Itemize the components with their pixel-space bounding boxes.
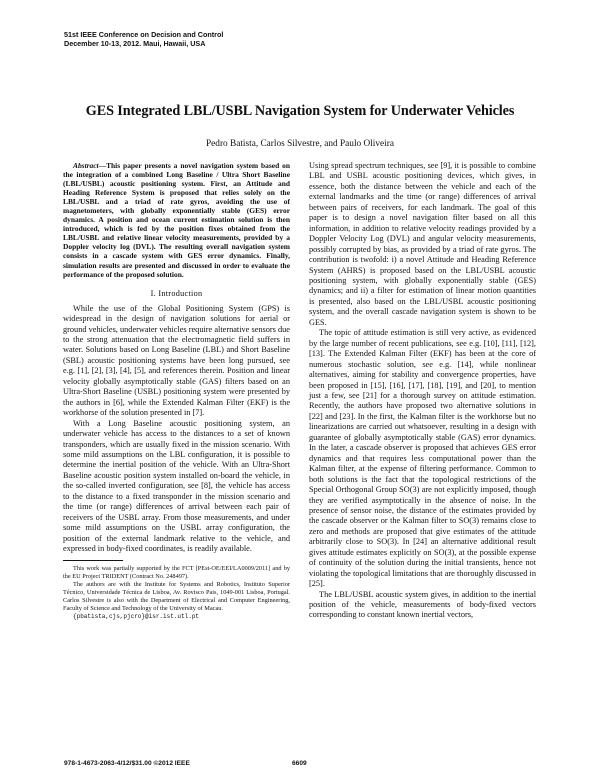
page-number: 6609 bbox=[292, 760, 307, 767]
body-paragraph: Using spread spectrum techniques, see [9], it is possible to combine LBL and USBL acoustic positioning devices, which gives, in essence, both the distance between the vehicle and each of the external landmarks and the time (or range) differences of arrival between pairs of receivers, for each landmark. The goal of this paper is to design a novel navigation filter based on all this information, in addition to relative velocity readings provided by a Doppler Velocity Log (DVL) and angular velocity measurements, possibly corrupted by bias, as provided by a triad of rate gyros. The contribution is twofold: i) a novel Attitude and Heading Reference System (AHRS) is proposed based on the LBL/USBL acoustic positioning system, with globally exponentially stable (GES) dynamics; and ii) a filter for estimation of linear motion quantities is presented, also based on the LBL/USBL acoustic positioning system, and the overall cascade navigation system is shown to be GES. bbox=[309, 161, 536, 327]
left-column bbox=[63, 161, 290, 620]
body-paragraph: The LBL/USBL acoustic system gives, in addition to the inertial position of the vehicle, measurements of body-fixed vectors corresponding to constant known inertial vectors, bbox=[309, 589, 536, 620]
author-list: Pedro Batista, Carlos Silvestre, and Paulo Oliveira bbox=[206, 139, 394, 149]
section-heading: I. Introduction bbox=[150, 288, 203, 298]
conference-name: 51st IEEE Conference on Decision and Control bbox=[64, 30, 224, 39]
affiliation-footnote: The authors are with the Institute for Systems and Robotics, Instituto Superior Técnico, Universidade Técnica de Lisboa, Av. Rovisco Pais, 1049-001 Lisboa, Portugal. Carlos Silvestre is also with the Department of Electrical and Computer Engineering, Faculty of Science and Technology of the University of Macau. bbox=[63, 581, 290, 612]
email-footnote: {pbatista,cjs,pjcro}@isr.ist.utl.pt bbox=[73, 612, 200, 620]
body-paragraph: The topic of attitude estimation is still very active, as evidenced by the large number of recent publications, see e.g. [10], [11], [12], [13]. The Extended Kalman Filter (EKF) has been at the core of numerous stochastic solution, see e.g. [14], while nonlinear alternatives, aiming for stability and convergence properties, have been proposed in [15], [16], [17], [18], [19], and [20], to mention just a few, see [21] for a thorough survey on attitude estimation. Recently, the authors have proposed two alternative solutions in [22] and [23]. In the first, the Kalman filter is the workhorse but no linearizations are carried out whatsoever, resulting in a design with guarantee of globally asymptotically stable (GAS) error dynamics. In the later, a cascade observer is proposed that achieves GES error dynamics and that requires less computational power than the Kalman filter, at the expense of filtering performance. Common to both solutions is the fact that the topological restrictions of the Special Orthogonal Group SO(3) are not explicitly imposed, though they are verified asymptotically in the absence of noise. In the presence of sensor noise, the distance of the estimates provided by the cascade observer or the Kalman filter to SO(3) remains close to zero and methods are proposed that give estimates of the attitude arbitrarily close to SO(3). In [24] an alternative additional result gives attitude estimates explicitly on SO(3), at the possible expense of continuity of the solution during the initial transients, hence not violating the topological limitations that are thoroughly discussed in [25]. bbox=[309, 328, 536, 589]
funding-footnote: This work was partially supported by the FCT [PEst-OE/EEI/LA0009/2011] and by the EU Project TRIDENT (Contract No. 248497). bbox=[63, 565, 290, 581]
footnote-divider bbox=[63, 560, 123, 561]
abstract bbox=[63, 161, 290, 279]
conference-header bbox=[64, 30, 223, 48]
conference-date: December 10-13, 2012. Maui, Hawaii, USA bbox=[64, 39, 206, 48]
intro-paragraph: While the use of the Global Positioning System (GPS) is widespread in the design of navigation solutions for aerial or ground vehicles, underwater vehicles require alternative sensors due to the strong attenuation that the electromagnetic field suffers in water. Solutions based on Long Baseline (LBL) and Short Baseline (SBL) acoustic positioning systems have been long pursued, see e.g. [1], [2], [3], [4], [5], and references therein. Position and linear velocity globally asymptotically stable (GAS) filters based on an Ultra-Short Baseline (USBL) positioning system were presented by the authors in [6], while the Extended Kalman Filter (EKF) is the workhorse of the solution presented in [7]. bbox=[63, 303, 290, 418]
right-column bbox=[309, 161, 536, 621]
paper-title: GES Integrated LBL/USBL Navigation System for Underwater Vehicles bbox=[85, 103, 515, 119]
intro-paragraph: With a Long Baseline acoustic positioning system, an underwater vehicle has access to the distances to a set of known transponders, which are usually fixed in the mission scenario. With some mild assumptions on the LBL configuration, it is possible to determine the inertial position of the vehicle. With an Ultra-Short Baseline acoustic position system installed on-board the vehicle, in the so-called inverted configuration, see [8], the vehicle has access to the distance to a fixed transponder in the mission scenario and the time (or range) differences of arrival between each pair of receivers of the USBL array. From those measurements, and under some mild assumptions on the USBL array configuration, the position of the external landmark relative to the vehicle, and expressed in body-fixed coordinates, is readily available. bbox=[63, 418, 290, 554]
isbn-footer: 978-1-4673-2063-4/12/$31.00 ©2012 IEEE bbox=[64, 760, 190, 767]
abstract-text: —This paper presents a novel navigation system based on the integration of a combined Long Baseline / Ultra Short Baseline (LBL/USBL) acoustic positioning system. First, an Attitude and Heading Reference System is proposed that relies solely on the LBL/USBL and a triad of rate gyros, avoiding the use of magnetometers, with globally exponentially stable (GES) error dynamics. A position and ocean current estimation solution is then introduced, which is fed by the position fixes obtained from the LBL/USBL and relative linear velocity measurements, provided by a Doppler velocity log (DVL). The resulting overall navigation system consists in a cascade system with GES error dynamics. Finally, simulation results are presented and discussed in order to evaluate the performance of the proposed solution. bbox=[63, 161, 290, 279]
abstract-label: Abstract bbox=[73, 161, 99, 170]
